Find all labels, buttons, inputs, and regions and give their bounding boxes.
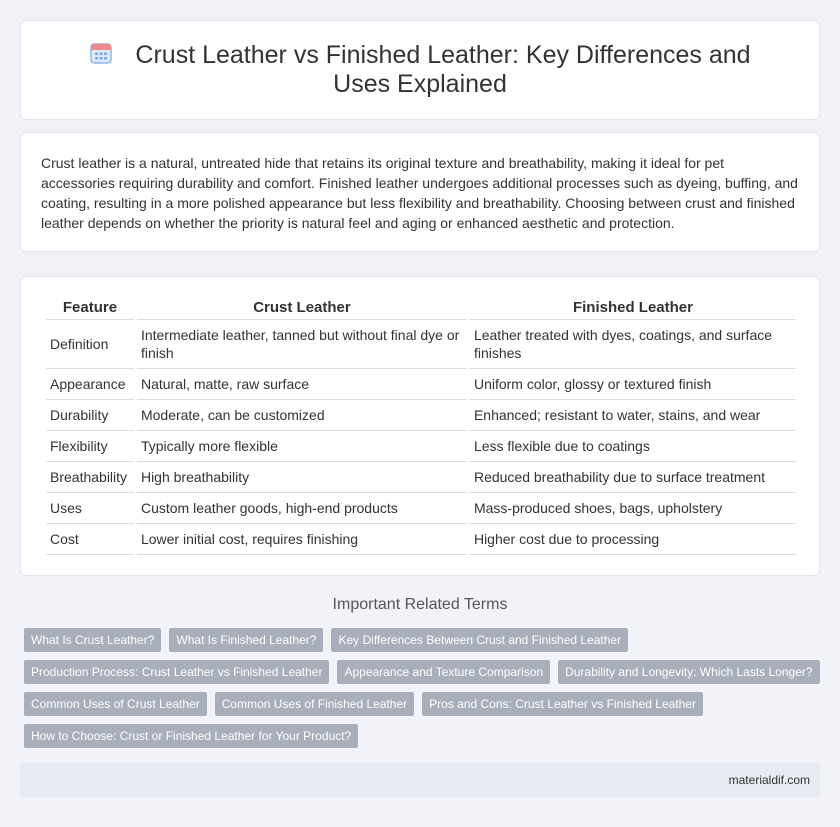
page-title: Crust Leather vs Finished Leather: Key Differences and Uses Explained <box>135 41 751 98</box>
related-term-link[interactable]: Key Differences Between Crust and Finished Leather <box>331 628 628 652</box>
crust-cell: Intermediate leather, tanned but without final dye or finish <box>137 320 467 369</box>
footer <box>20 763 820 797</box>
finished-cell: Leather treated with dyes, coatings, and surface finishes <box>470 320 796 369</box>
feature-cell: Uses <box>46 493 134 524</box>
feature-cell: Flexibility <box>46 431 134 462</box>
related-term-link[interactable]: Durability and Longevity: Which Lasts Longer? <box>558 660 819 684</box>
related-term-link[interactable]: Appearance and Texture Comparison <box>337 660 550 684</box>
finished-cell: Uniform color, glossy or textured finish <box>470 369 796 400</box>
finished-cell: Less flexible due to coatings <box>470 431 796 462</box>
page-title-wrap <box>81 41 759 99</box>
crust-cell: Moderate, can be customized <box>137 400 467 431</box>
title-card <box>20 20 820 120</box>
finished-cell: Higher cost due to processing <box>470 524 796 555</box>
table-row <box>46 524 796 555</box>
table-header-cell: Crust Leather <box>137 293 467 320</box>
feature-cell: Cost <box>46 524 134 555</box>
crust-cell: Lower initial cost, requires finishing <box>137 524 467 555</box>
table-header-cell: Finished Leather <box>470 293 796 320</box>
related-term-link[interactable]: Common Uses of Finished Leather <box>215 692 414 716</box>
related-term-link[interactable]: Production Process: Crust Leather vs Finished Leather <box>24 660 329 684</box>
related-term-link[interactable]: Common Uses of Crust Leather <box>24 692 207 716</box>
table-row <box>46 493 796 524</box>
crust-cell: Natural, matte, raw surface <box>137 369 467 400</box>
feature-cell: Definition <box>46 320 134 369</box>
related-term-link[interactable]: What Is Finished Leather? <box>169 628 323 652</box>
table-row <box>46 431 796 462</box>
intro-paragraph: Crust leather is a natural, untreated hide that retains its original texture and breathability, making it ideal for pet accessories requiring durability and comfort. Finished leather undergoes additional processes such as dyeing, buffing, and coating, resulting in a more polished appearance but less flexibility and breathability. Choosing between crust and finished leather depends on whether the priority is natural feel and aging or enhanced aesthetic and protection. <box>41 155 798 231</box>
calendar-icon <box>89 41 113 65</box>
related-term-link[interactable]: How to Choose: Crust or Finished Leather for Your Product? <box>24 724 358 748</box>
crust-cell: Custom leather goods, high-end products <box>137 493 467 524</box>
table-header-row <box>46 293 796 320</box>
comparison-table-card <box>20 276 820 576</box>
feature-cell: Breathability <box>46 462 134 493</box>
intro-card <box>20 132 820 252</box>
table-row <box>46 320 796 369</box>
comparison-table <box>43 293 799 555</box>
feature-cell: Durability <box>46 400 134 431</box>
related-terms-heading: Important Related Terms <box>332 596 508 613</box>
crust-cell: High breathability <box>137 462 467 493</box>
finished-cell: Enhanced; resistant to water, stains, and wear <box>470 400 796 431</box>
related-terms-list <box>24 628 824 748</box>
table-row <box>46 369 796 400</box>
related-term-link[interactable]: Pros and Cons: Crust Leather vs Finished Leather <box>422 692 703 716</box>
finished-cell: Mass-produced shoes, bags, upholstery <box>470 493 796 524</box>
table-header-cell: Feature <box>46 293 134 320</box>
finished-cell: Reduced breathability due to surface treatment <box>470 462 796 493</box>
feature-cell: Appearance <box>46 369 134 400</box>
table-row <box>46 400 796 431</box>
table-row <box>46 462 796 493</box>
related-term-link[interactable]: What Is Crust Leather? <box>24 628 161 652</box>
footer-site-link[interactable]: materialdif.com <box>728 773 810 787</box>
crust-cell: Typically more flexible <box>137 431 467 462</box>
